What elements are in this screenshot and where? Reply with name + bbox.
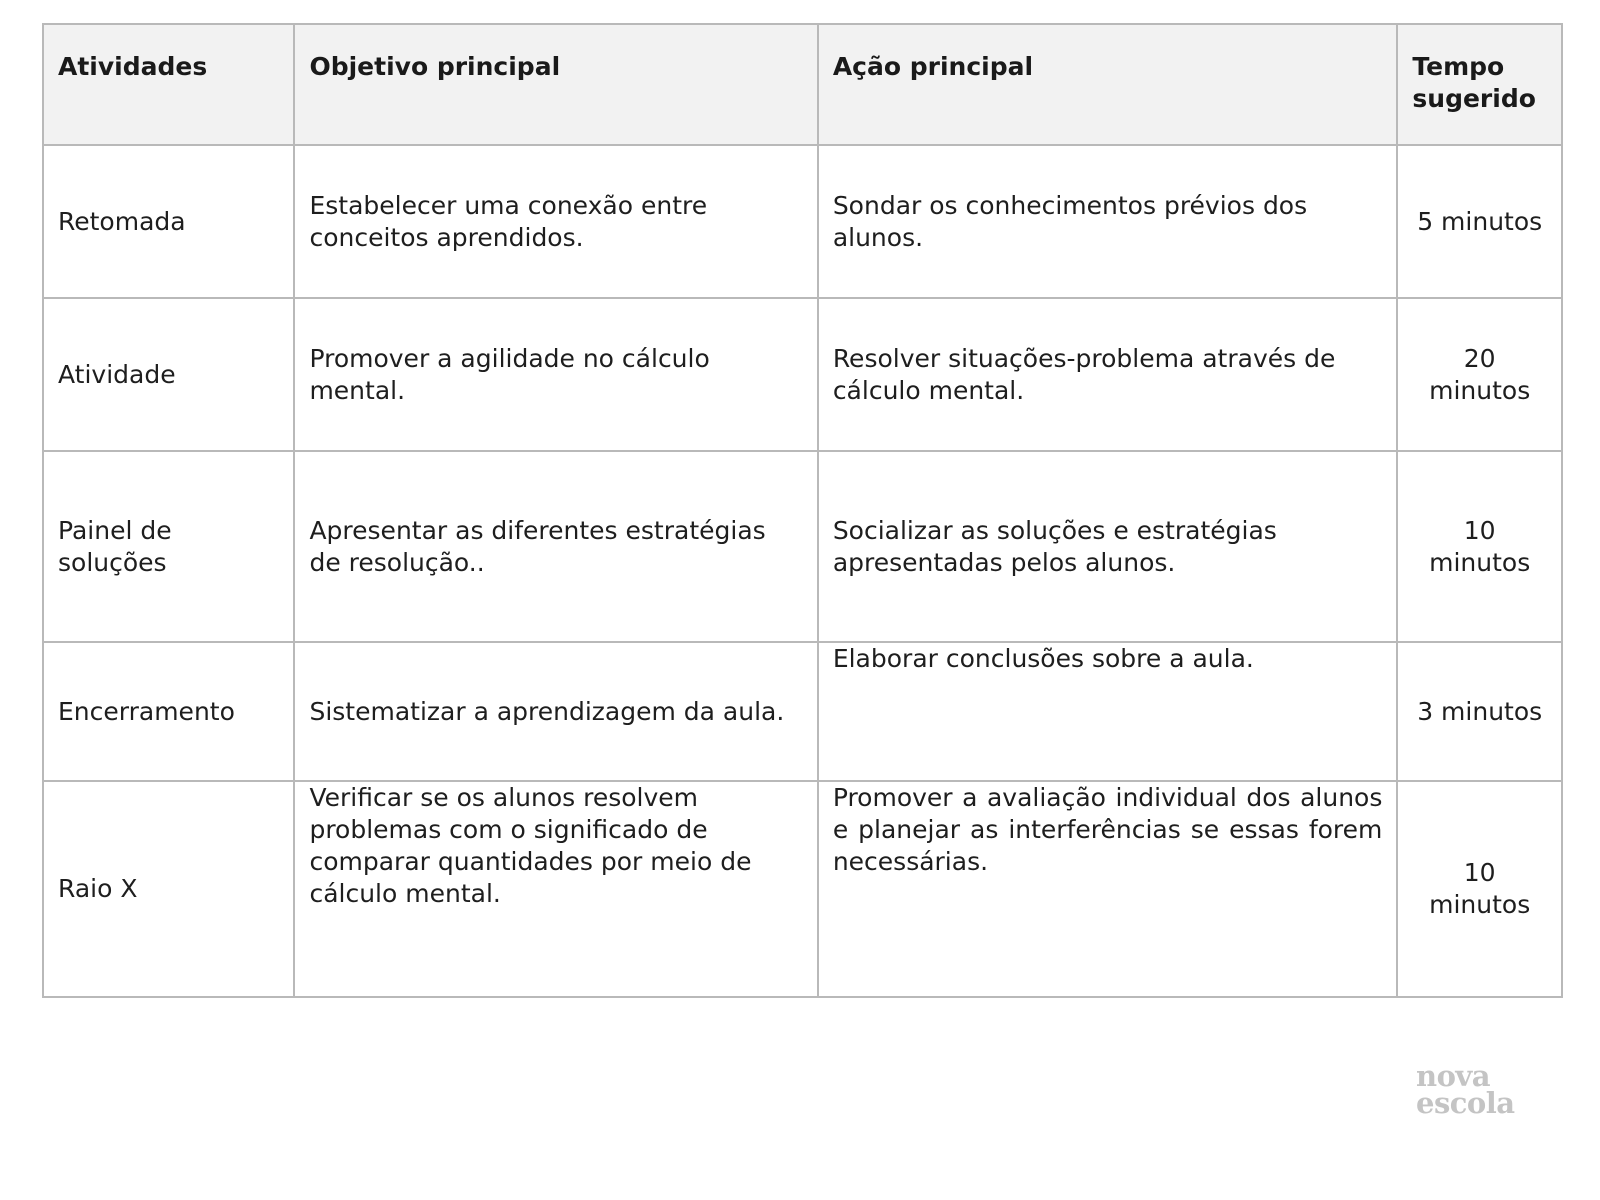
logo-line-nova: nova <box>1416 1059 1491 1093</box>
header-objective: Objetivo principal <box>294 24 817 145</box>
cell-activity: Encerramento <box>43 642 294 781</box>
cell-objective: Estabelecer uma conexão entre conceitos aprendidos. <box>294 145 817 298</box>
table-row <box>43 145 1562 298</box>
table-row <box>43 451 1562 642</box>
cell-objective: Sistematizar a aprendizagem da aula. <box>294 642 817 781</box>
cell-action: Resolver situações-problema através de cálculo mental. <box>818 298 1398 451</box>
logo-line-escola: escola <box>1416 1086 1515 1120</box>
cell-action: Socializar as soluções e estratégias apresentadas pelos alunos. <box>818 451 1398 642</box>
cell-time: 3 minutos <box>1397 642 1562 781</box>
cell-time: 20 minutos <box>1397 298 1562 451</box>
header-row <box>43 24 1562 145</box>
cell-time: 10 minutos <box>1397 781 1562 997</box>
header-action: Ação principal <box>818 24 1398 145</box>
nova-escola-logo <box>1416 1059 1515 1120</box>
header-time: Tempo sugerido <box>1397 24 1562 145</box>
lesson-plan-table <box>42 23 1563 998</box>
table-row <box>43 298 1562 451</box>
table-header <box>43 24 1562 145</box>
cell-activity: Retomada <box>43 145 294 298</box>
cell-action: Sondar os conhecimentos prévios dos alunos. <box>818 145 1398 298</box>
cell-objective: Verificar se os alunos resolvem problemas com o significado de comparar quantidades por meio de cálculo mental. <box>294 781 817 997</box>
cell-action: Elaborar conclusões sobre a aula. <box>818 642 1398 781</box>
cell-activity: Raio X <box>43 781 294 997</box>
cell-time: 10 minutos <box>1397 451 1562 642</box>
cell-objective: Apresentar as diferentes estratégias de resolução.. <box>294 451 817 642</box>
cell-activity: Painel de soluções <box>43 451 294 642</box>
cell-activity: Atividade <box>43 298 294 451</box>
header-activity: Atividades <box>43 24 294 145</box>
table-body <box>43 145 1562 997</box>
table-row <box>43 642 1562 781</box>
table-row <box>43 781 1562 997</box>
cell-objective: Promover a agilidade no cálculo mental. <box>294 298 817 451</box>
cell-time: 5 minutos <box>1397 145 1562 298</box>
cell-action: Promover a avaliação individual dos alunos e planejar as interferências se essas forem necessárias. <box>818 781 1398 997</box>
